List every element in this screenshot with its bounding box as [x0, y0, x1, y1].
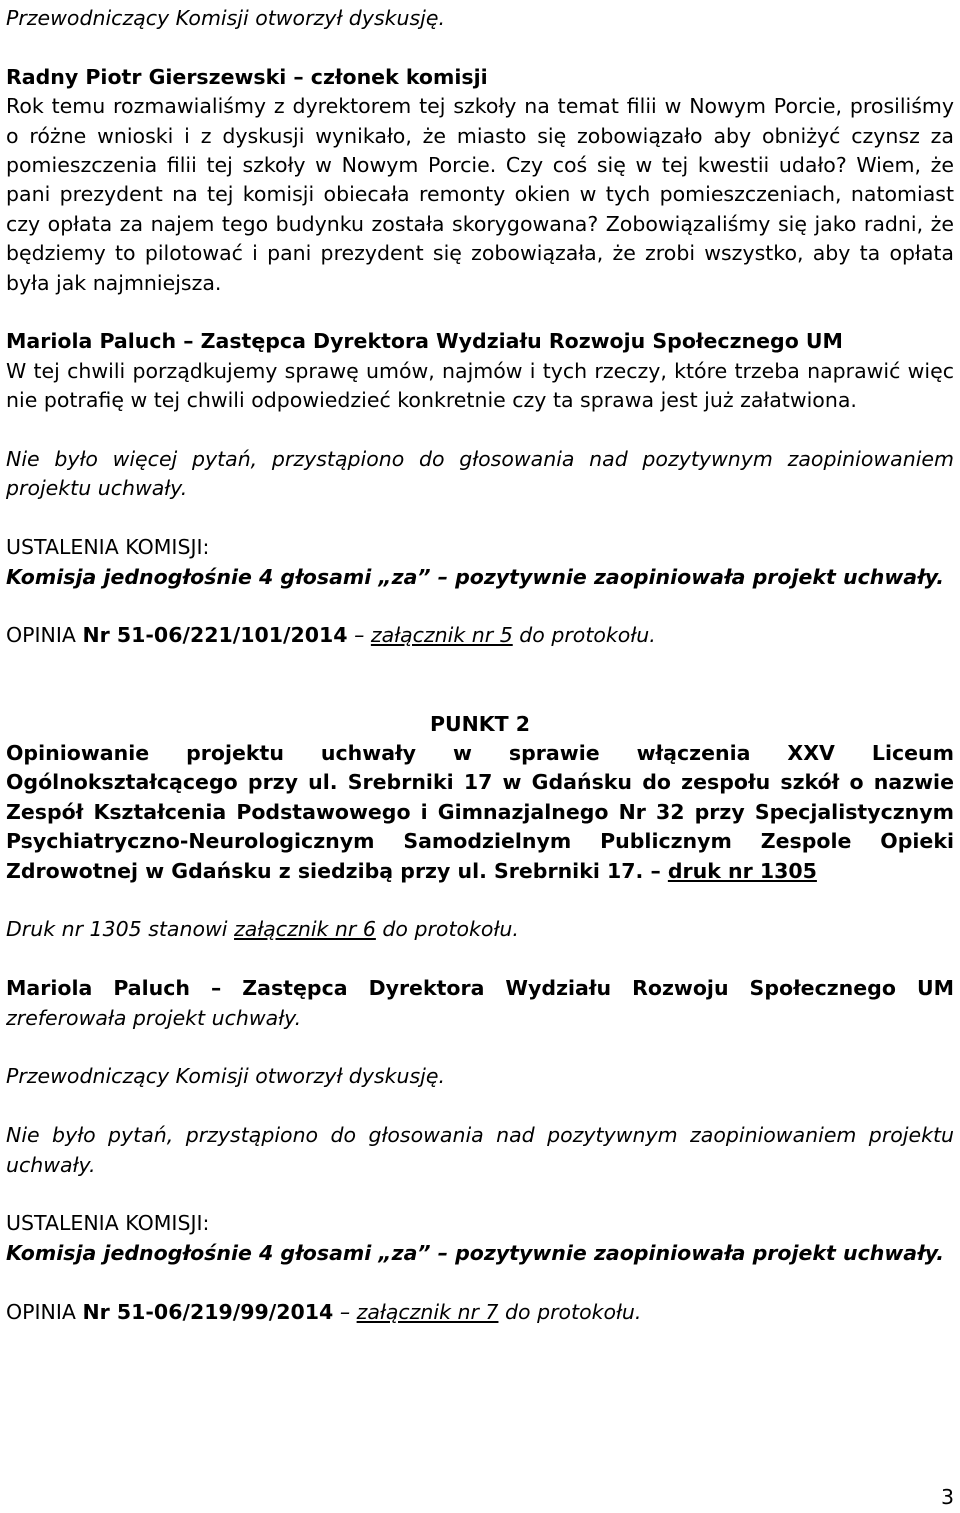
findings-label-1: USTALENIA KOMISJI:: [6, 535, 210, 560]
print-link-1305[interactable]: druk nr 1305: [667, 858, 817, 883]
opinion-label: OPINIA: [6, 623, 76, 648]
point-description-text: Opiniowanie projektu uchwały w sprawie włączenia XXV Liceum Ogólnokształcącego przy ul. Srebrniki 17 w Gdańsku do zespołu szkół o nazwie Zespół Kształcenia Podstawowego i Gimnazjalnego Nr 32 przy Specjalistycznym Psychiatryczno-Neurologicznym Samodzielnym Publicznym Zespole Opieki Zdrowotnej w Gdańsku z siedzibą przy ul. Srebrniki 17. –: [6, 741, 954, 883]
print-prefix: Druk nr 1305 stanowi: [6, 917, 228, 942]
attachment-suffix-2: do protokołu.: [505, 1299, 642, 1324]
opinion-dash-2: –: [339, 1299, 351, 1324]
speaker-statement-paluch: W tej chwili porządkujemy sprawę umów, najmów i tych rzeczy, które trzeba naprawić więc nie potrafię w tej chwili odpowiedzieć konkretnie czy ta sprawa jest już załatwiona.: [6, 358, 954, 413]
speaker-name-gierszewski: Radny Piotr Gierszewski – członek komisji: [6, 64, 488, 89]
presenter-paragraph: [6, 974, 954, 1033]
no-questions-1: Nie było więcej pytań, przystąpiono do głosowania nad pozytywnym zaopiniowaniem projektu uchwały.: [6, 447, 954, 501]
findings-text-1: Komisja jednogłośnie 4 głosami „za” – pozytywnie zaopiniowała projekt uchwały.: [6, 564, 945, 589]
opinion-label-2: OPINIA: [6, 1299, 76, 1324]
presenter-action: zreferowała projekt uchwały.: [6, 1005, 302, 1030]
discussion-open-2: Przewodniczący Komisji otworzył dyskusję.: [6, 1064, 445, 1089]
attachment-link-7[interactable]: załącznik nr 7: [356, 1299, 499, 1324]
discussion-open-1: Przewodniczący Komisji otworzył dyskusję.: [6, 6, 445, 30]
opinion-number-2: Nr 51-06/219/99/2014: [82, 1299, 334, 1324]
attachment-link-6[interactable]: załącznik nr 6: [234, 917, 376, 942]
speaker-statement-gierszewski: Rok temu rozmawialiśmy z dyrektorem tej szkoły na temat filii w Nowym Porcie, prosiliśmy o różne wnioski i z dyskusji wynikało, że miasto się zobowiązało aby obniżyć czynsz za pomieszczenia filii tej szkoły w Nowym Porcie. Czy coś się w tej kwestii udało? Wiem, że pani prezydent na tej komisji obiecała remonty okien w tych pomieszczeniach, natomiast czy opłata za najem tego budynku została skorygowana? Zobowiązaliśmy się jako radni, że będziemy to pilotować i pani prezydent się zobowiązała, że zrobi wszystko, aby ta opłata była jak najmniejsza.: [6, 94, 954, 295]
findings-label-2: USTALENIA KOMISJI:: [6, 1211, 210, 1236]
print-suffix: do protokołu.: [382, 917, 519, 942]
attachment-link-5[interactable]: załącznik nr 5: [370, 623, 513, 648]
no-questions-2: Nie było pytań, przystąpiono do głosowania nad pozytywnym zaopiniowaniem projektu uchwały.: [6, 1123, 954, 1177]
attachment-suffix: do protokołu.: [519, 623, 656, 648]
point-description: [6, 739, 954, 886]
document-page: [6, 4, 954, 1327]
print-attachment-line: [6, 915, 954, 944]
point-title: PUNKT 2: [429, 711, 531, 736]
page-number: 3: [940, 1485, 954, 1509]
opinion-number: Nr 51-06/221/101/2014: [82, 623, 348, 648]
opinion-line-1: [6, 621, 954, 650]
presenter-name: Mariola Paluch – Zastępca Dyrektora Wydziału Rozwoju Społecznego UM: [6, 976, 954, 1001]
speaker-name-paluch: Mariola Paluch – Zastępca Dyrektora Wydziału Rozwoju Społecznego UM: [6, 329, 843, 354]
findings-text-2: Komisja jednogłośnie 4 głosami „za” – pozytywnie zaopiniowała projekt uchwały.: [6, 1240, 945, 1265]
opinion-line-2: [6, 1298, 954, 1327]
opinion-dash: –: [354, 623, 365, 648]
